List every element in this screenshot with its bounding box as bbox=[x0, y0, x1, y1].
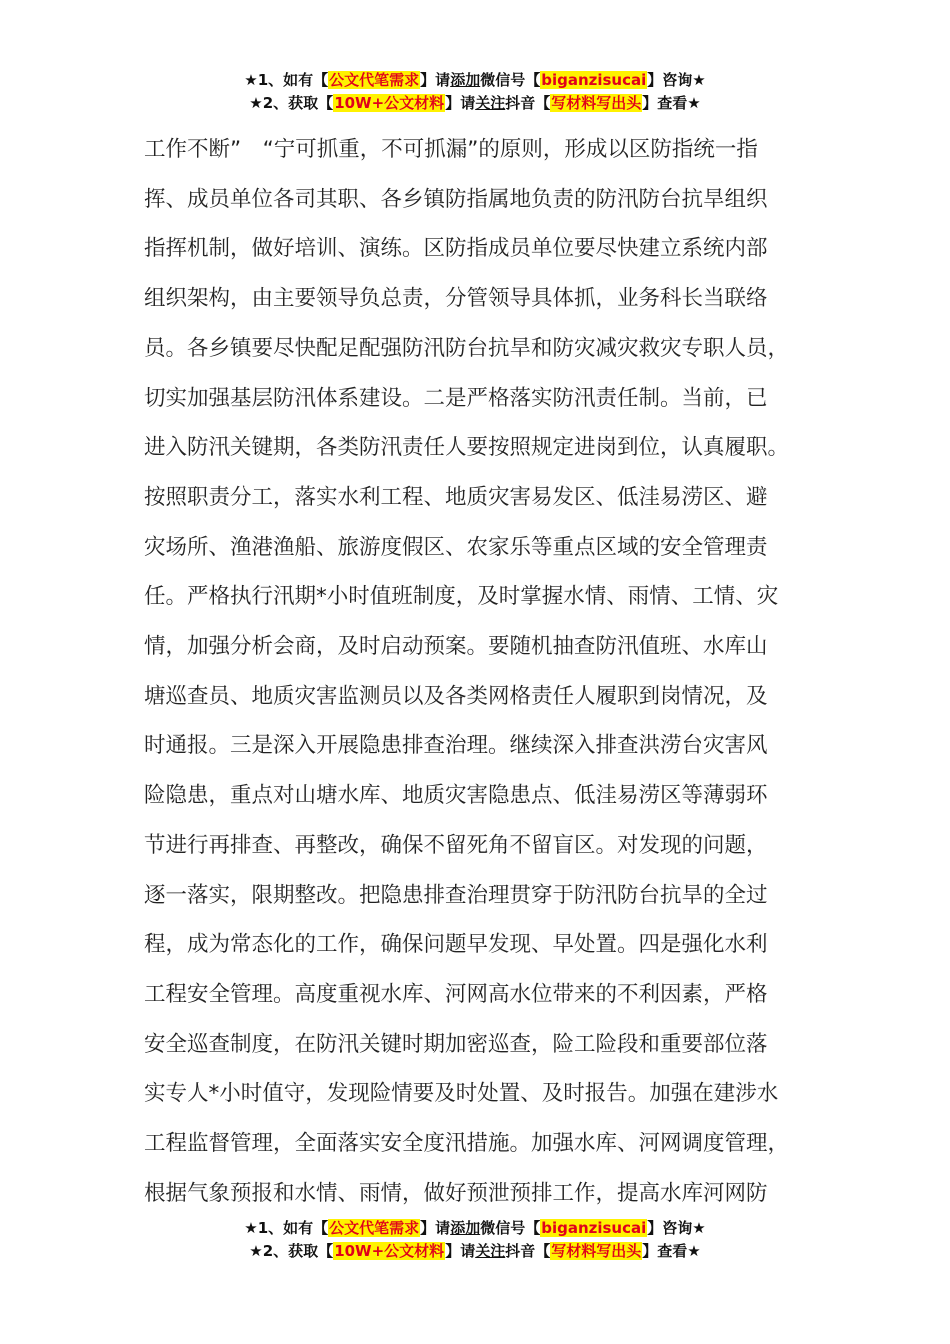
body-line: 进入防汛关键期，各类防汛责任人要按照规定进岗到位，认真履职。 bbox=[144, 435, 790, 461]
body-line: 程，成为常态化的工作，确保问题早发现、早处置。四是强化水利 bbox=[144, 932, 768, 958]
body-line: 员。各乡镇要尽快配足配强防汛防台抗旱和防灾减灾救灾专职人员， bbox=[144, 335, 790, 361]
footer-line1-highlight-wechat-id: biganzisucai bbox=[541, 1219, 647, 1237]
body-line: 工程安全管理。高度重视水库、河网高水位带来的不利因素，严格 bbox=[144, 981, 768, 1007]
footer-line1-prefix: ★1、如有【 bbox=[244, 1219, 329, 1237]
body-line: 灾场所、渔港渔船、旅游度假区、农家乐等重点区域的安全管理责 bbox=[144, 534, 768, 560]
footer-line2-highlight-materials: 10W+公文材料 bbox=[334, 1242, 445, 1260]
body-line: 塘巡查员、地质灾害监测员以及各类网格责任人履职到岗情况，及 bbox=[144, 683, 768, 709]
footer-line1-suffix: 】咨询★ bbox=[647, 1219, 706, 1237]
body-line: 工作不断” “宁可抓重，不可抓漏”的原则，形成以区防指统一指 bbox=[144, 137, 758, 162]
body-line: 按照职责分工，落实水利工程、地质灾害易发区、低洼易涝区、避 bbox=[144, 484, 768, 510]
header-line1-mid2: 微信号【 bbox=[480, 71, 541, 89]
header-line2-highlight-douyin: 写材料写出头 bbox=[551, 94, 642, 112]
body-line: 逐一落实，限期整改。把隐患排查治理贯穿于防汛防台抗旱的全过 bbox=[144, 882, 768, 908]
header-line2-mid1: 】请 bbox=[445, 94, 476, 112]
footer-line1-highlight-service: 公文代笔需求 bbox=[329, 1219, 420, 1237]
header-line2-emph: 关注 bbox=[475, 94, 506, 112]
header-line2-suffix: 】查看★ bbox=[642, 94, 701, 112]
body-line: 指挥机制，做好培训、演练。区防指成员单位要尽快建立系统内部 bbox=[144, 236, 768, 262]
body-line: 挥、成员单位各司其职、各乡镇防指属地负责的防汛防台抗旱组织 bbox=[144, 186, 768, 212]
body-line: 组织架构，由主要领导负总责，分管领导具体抓，业务科长当联络 bbox=[144, 286, 768, 312]
header-line1-emph: 添加 bbox=[450, 71, 481, 89]
footer-banner-line-1 bbox=[0, 1217, 950, 1240]
footer-banner-line-2 bbox=[0, 1240, 950, 1263]
header-banner bbox=[0, 69, 950, 115]
footer-line2-emph: 关注 bbox=[475, 1242, 506, 1260]
header-line1-mid1: 】请 bbox=[420, 71, 451, 89]
body-line: 节进行再排查、再整改，确保不留死角不留盲区。对发现的问题， bbox=[144, 832, 768, 858]
header-line1-suffix: 】咨询★ bbox=[647, 71, 706, 89]
footer-line1-mid1: 】请 bbox=[420, 1219, 451, 1237]
body-line: 工程监督管理，全面落实安全度汛措施。加强水库、河网调度管理， bbox=[144, 1131, 790, 1157]
body-line: 安全巡查制度，在防汛关键时期加密巡查，险工险段和重要部位落 bbox=[144, 1031, 768, 1057]
body-line: 险隐患，重点对山塘水库、地质灾害隐患点、低洼易涝区等薄弱环 bbox=[144, 783, 768, 809]
footer-line2-mid2: 抖音【 bbox=[505, 1242, 551, 1260]
header-line2-highlight-materials: 10W+公文材料 bbox=[334, 94, 445, 112]
header-line1-highlight-service: 公文代笔需求 bbox=[329, 71, 420, 89]
body-line: 情，加强分析会商，及时启动预案。要随机抽查防汛值班、水库山 bbox=[144, 634, 768, 660]
footer-line1-emph: 添加 bbox=[450, 1219, 481, 1237]
footer-banner bbox=[0, 1217, 950, 1263]
body-line: 任。严格执行汛期*小时值班制度，及时掌握水情、雨情、工情、灾 bbox=[144, 584, 779, 610]
body-line: 根据气象预报和水情、雨情，做好预泄预排工作，提高水库河网防 bbox=[144, 1180, 768, 1206]
header-line1-highlight-wechat-id: biganzisucai bbox=[541, 71, 647, 89]
footer-line2-mid1: 】请 bbox=[445, 1242, 476, 1260]
body-line: 切实加强基层防汛体系建设。二是严格落实防汛责任制。当前，已 bbox=[144, 385, 768, 411]
body-line: 实专人*小时值守，发现险情要及时处置、及时报告。加强在建涉水 bbox=[144, 1081, 779, 1107]
header-banner-line-2 bbox=[0, 92, 950, 115]
footer-line1-mid2: 微信号【 bbox=[480, 1219, 541, 1237]
header-line2-mid2: 抖音【 bbox=[505, 94, 551, 112]
footer-line2-highlight-douyin: 写材料写出头 bbox=[551, 1242, 642, 1260]
footer-line2-suffix: 】查看★ bbox=[642, 1242, 701, 1260]
header-line1-prefix: ★1、如有【 bbox=[244, 71, 329, 89]
header-banner-line-1 bbox=[0, 69, 950, 92]
document-body bbox=[144, 125, 816, 1218]
header-line2-prefix: ★2、获取【 bbox=[249, 94, 334, 112]
footer-line2-prefix: ★2、获取【 bbox=[249, 1242, 334, 1260]
body-line: 时通报。三是深入开展隐患排查治理。继续深入排查洪涝台灾害风 bbox=[144, 733, 768, 759]
